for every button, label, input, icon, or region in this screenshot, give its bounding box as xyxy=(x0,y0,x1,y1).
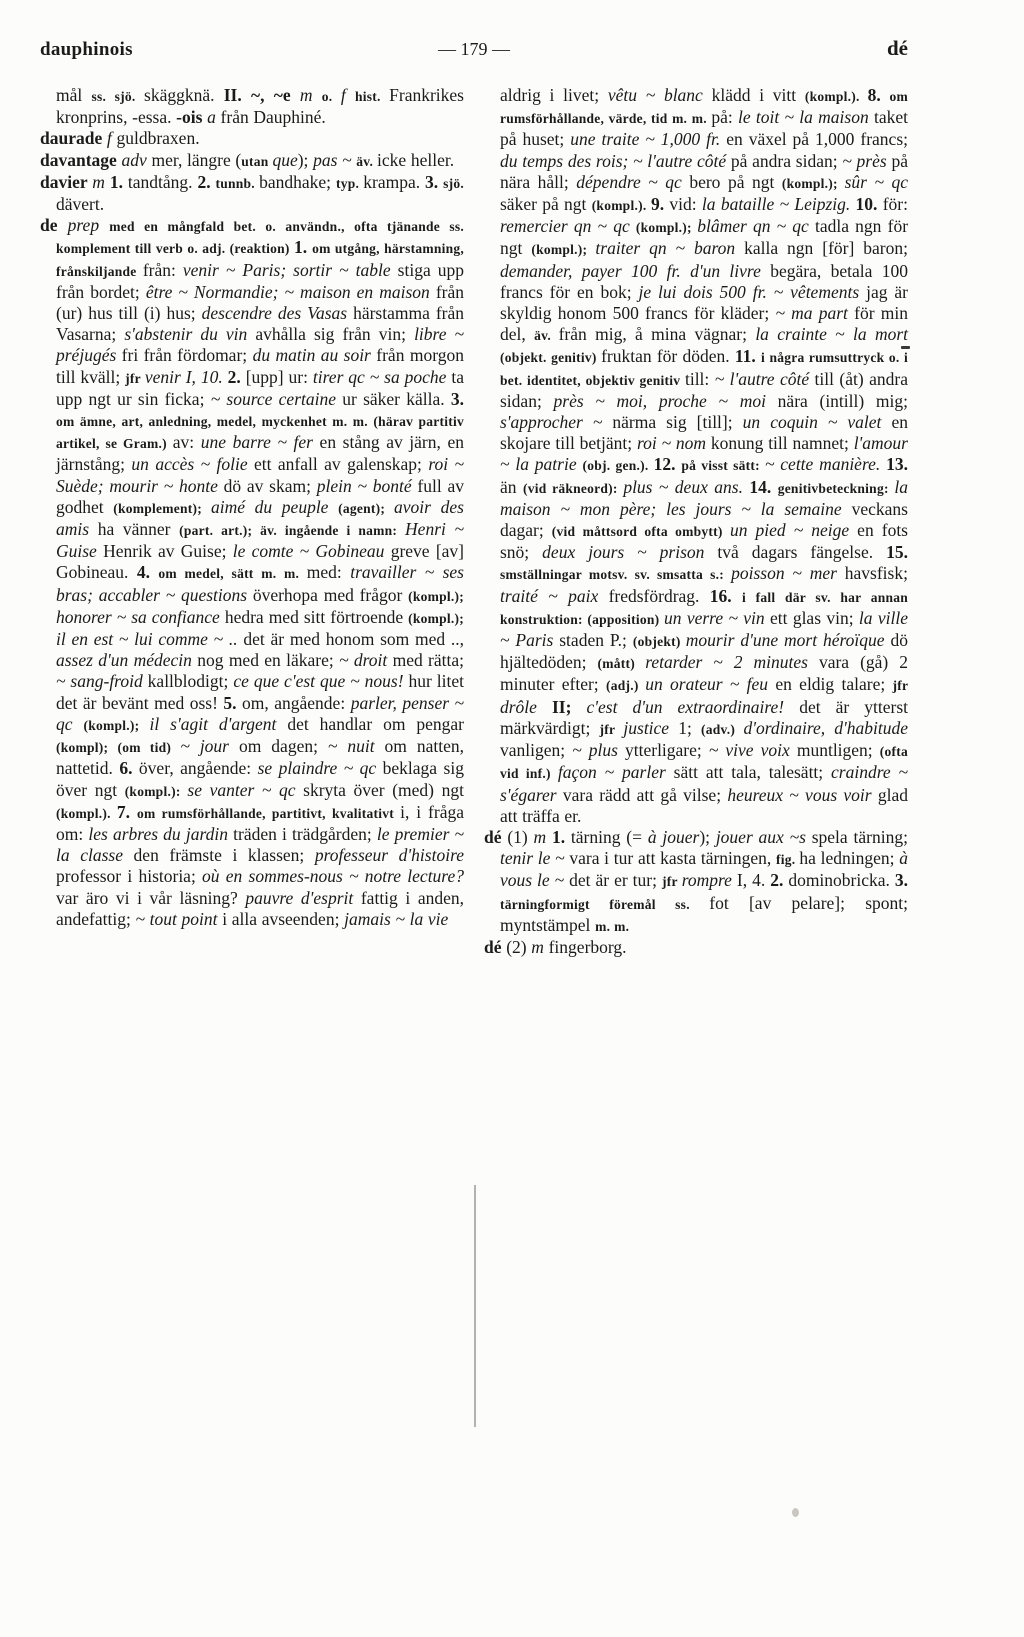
text-columns xyxy=(0,85,1024,958)
scan-artifact-dot xyxy=(792,1508,799,1517)
entry-de-continuation: aldrig i livet; vêtu ~ blanc klädd i vitt (kompl.). 8. om rumsförhållande, värde, tid m. m. på: le toit ~ la maison taket på huset; une traite ~ 1,000 fr. en växel på 1,000 francs; du temps des rois; ~ l'autre côté på andra sidan; ~ près på nära håll; dépendre ~ qc bero på ngt (kompl.); sûr ~ qc säker på ngt (kompl.). 9. vid: la bataille ~ Leipzig. 10. för: remercier qn ~ qc (kompl.); blâmer qn ~ qc tadla ngn för ngt (kompl.); traiter qn ~ baron kalla ngn [för] baron; demander, payer 100 fr. d'un livre begära, betala 100 francs för en bok; je lui dois 500 fr. ~ vêtements jag är skyldig honom 500 francs för kläder; ~ ma part för min del, äv. från mig, å mina vägnar; la crainte ~ la mort (objekt. genitiv) fruktan för döden. 11. i några rumsuttryck o. i bet. identitet, objektiv genitiv till: ~ l'autre côté till (åt) andra sidan; près ~ moi, proche ~ moi nära (intill) mig; s'approcher ~ närma sig [till]; un coquin ~ valet en skojare till betjänt; roi ~ nom konung till namnet; l'amour ~ la patrie (obj. gen.). 12. på visst sätt: ~ cette manière. 13. än (vid räkneord): plus ~ deux ans. 14. genitivbeteckning: la maison ~ mon père; les jours ~ la semaine veckans dagar; (vid måttsord ofta ombytt) un pied ~ neige en fots snö; deux jours ~ prison två dagars fängelse. 15. smställningar motsv. sv. smsatta s.: poisson ~ mer havsfisk; traité ~ paix fredsfördrag. 16. i fall där sv. har annan konstruktion: (apposition) un verre ~ vin ett glas vin; la ville ~ Paris staden P.; (objekt) mourir d'une mort héroïque dö hjältedöden; (mått) retarder ~ 2 minutes vara (gå) 2 minuter efter; (adj.) un orateur ~ feu en eldig talare; jfr drôle II; c'est d'un extraordinaire! det är ytterst märkvärdigt; jfr justice 1; (adv.) d'ordinaire, d'habitude vanligen; ~ plus ytterligare; ~ vive voix muntligen; (ofta vid inf.) façon ~ parler sätt att tala, talesätt; craindre ~ s'égarer vara rädd att gå vilse; heureux ~ vous voir glad att träffa er. xyxy=(500,85,909,826)
scan-artifact-dash xyxy=(901,346,910,349)
entry-de: de prep med en mångfald bet. o. användn., ofta tjänande ss. komplement till verb o. adj. (reaktion) 1. om utgång, härstamning, frånskiljande från: venir ~ Paris; sortir ~ table stiga upp från bordet; être ~ Normandie; ~ maison en maison från (ur) hus till (i) hus; descendre des Vasas härstamma från Vasarna; s'abstenir du vin avhålla sig från vin; libre ~ préjugés fri från fördomar; du matin au soir från morgon till kväll; jfr venir I, 10. 2. [upp] ur: tirer qc ~ sa poche ta upp ngt ur sin ficka; ~ source certaine ur säker källa. 3. om ämne, art, anledning, medel, myckenhet m. m. (härav partitiv artikel, se Gram.) av: une barre ~ fer en stång av järn, en järnstång; un accès ~ folie ett anfall av galenskap; roi ~ Suède; mourir ~ honte dö av skam; plein ~ bonté full av godhet (komplement); aimé du peuple (agent); avoir des amis ha vänner (part. art.); äv. ingående i namn: Henri ~ Guise Henrik av Guise; le comte ~ Gobineau greve [av] Gobineau. 4. om medel, sätt m. m. med: travailler ~ ses bras; accabler ~ questions överhopa med frågor (kompl.); honorer ~ sa confiance hedra med sitt förtroende (kompl.); il en est ~ lui comme ~ .. det är med honom som med .., assez d'un médecin nog med en läkare; ~ droit med rätta; ~ sang-froid kallblodigt; ce que c'est que ~ nous! hur litet det är bevänt med oss! 5. om, angående: parler, penser ~ qc (kompl.); il s'agit d'argent det handlar om pengar (kompl); (om tid) ~ jour om dagen; ~ nuit om natten, nattetid. 6. över, angående: se plaindre ~ qc beklaga sig över ngt (kompl.): se vanter ~ qc skryta över (med) ngt (kompl.). 7. om rumsförhållande, partitivt, kvalitativt i, i fråga om: les arbres du jardin träden i trädgården; le premier ~ la classe den främste i klassen; professeur d'histoire professor i historia; où en sommes-nous ~ notre lecture? var äro vi i vår läsning? pauvre d'esprit fattig i anden, andefattig; ~ tout point i alla avseenden; jamais ~ la vie xyxy=(40,215,465,929)
left-column xyxy=(40,85,464,958)
headword-left: dauphinois xyxy=(40,39,133,60)
entry-de-1: dé (1) m 1. tärning (= à jouer); jouer aux ~s spela tärning; tenir le ~ vara i tur att kasta tärningen, fig. ha ledningen; à vous le ~ det är er tur; jfr rompre I, 4. 2. dominobricka. 3. tärningformigt föremål ss. fot [av pelare]; spont; myntstämpel m. m. xyxy=(484,826,909,935)
headword-right: dé xyxy=(886,36,908,60)
entry-davier: davier m 1. tandtång. 2. tunnb. bandhake; typ. krampa. 3. sjö. dävert. xyxy=(40,171,464,215)
entry-davantage: davantage adv mer, längre (utan que); pas ~ äv. icke heller. xyxy=(40,149,455,170)
right-column xyxy=(484,85,908,958)
column-rule xyxy=(474,1185,476,1427)
page-number: — 179 — xyxy=(437,39,510,59)
page-header xyxy=(0,36,1024,61)
entry-de-2: dé (2) m fingerborg. xyxy=(484,936,627,957)
entry-dauphin-continuation: mål ss. sjö. skäggknä. II. ~, ~e m o. f hist. Frankrikes kronprins, -essa. -ois a från Dauphiné. xyxy=(56,85,464,128)
entry-daurade: daurade f guldbraxen. xyxy=(40,128,200,149)
